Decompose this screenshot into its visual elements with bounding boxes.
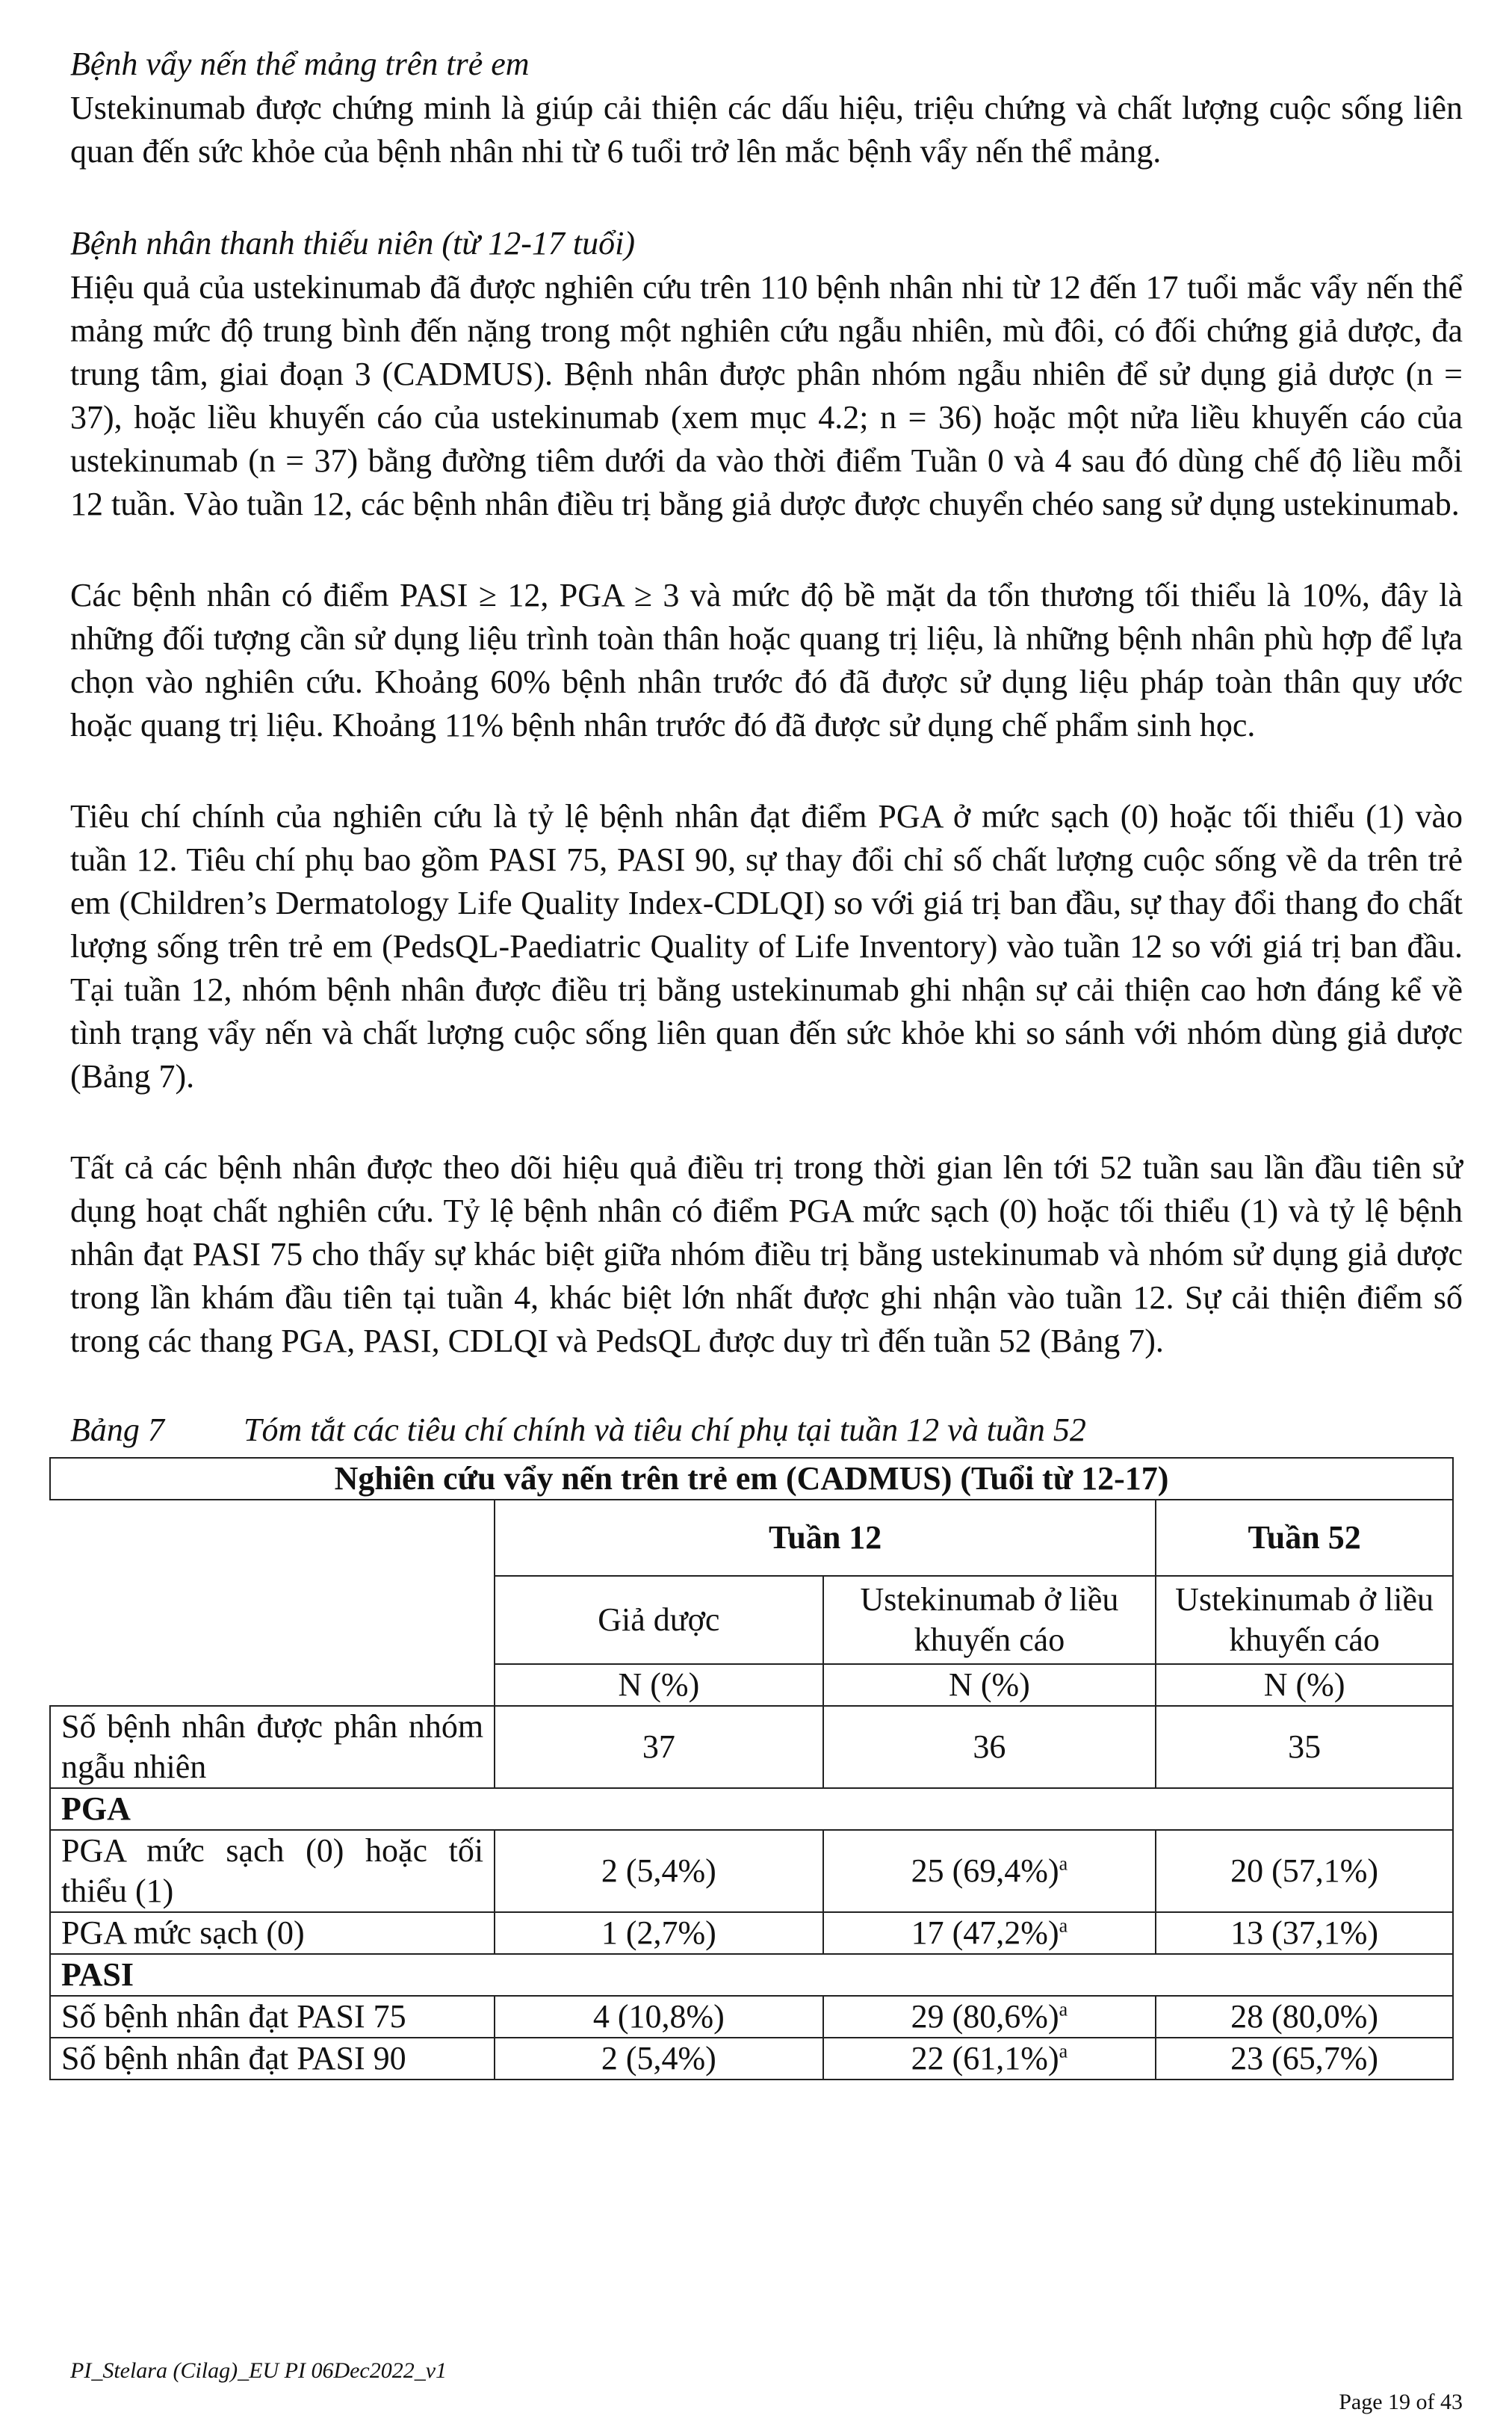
document-page xyxy=(61,42,1463,2080)
footer-document-id: PI_Stelara (Cilag)_EU PI 06Dec2022_v1 xyxy=(70,2358,447,2383)
value-ustekinumab-week52: 35 xyxy=(1156,1706,1453,1788)
header-placebo: Giả dược xyxy=(495,1576,822,1664)
value-placebo: 4 (10,8%) xyxy=(495,1996,822,2038)
paragraph: Các bệnh nhân có điểm PASI ≥ 12, PGA ≥ 3 và mức độ bề mặt da tổn thương tối thiểu là 10%, đây là những đối tượng cần sử dụng liệu trình toàn thân hoặc quang trị liệu, là những bệnh nhân phù hợp để lựa chọn vào nghiên cứu. Khoảng 60% bệnh nhân trước đó đã được sử dụng liệu pháp toàn thân quy ước hoặc quang trị liệu. Khoảng 11% bệnh nhân trước đó đã được sử dụng chế phẩm sinh học. xyxy=(70,577,1463,743)
table-row xyxy=(50,1996,1453,2038)
value-ustekinumab-week52: 23 (65,7%) xyxy=(1156,2038,1453,2080)
footnote-marker: a xyxy=(1059,1852,1068,1875)
value-ustekinumab-week52: 13 (37,1%) xyxy=(1156,1912,1453,1954)
value-placebo: 2 (5,4%) xyxy=(495,2038,822,2080)
section-label: PGA xyxy=(50,1788,1453,1830)
value-placebo: 37 xyxy=(495,1706,822,1788)
value-ustekinumab-week52: 20 (57,1%) xyxy=(1156,1830,1453,1912)
row-label: PGA mức sạch (0) xyxy=(50,1912,495,1954)
row-label: Số bệnh nhân đạt PASI 90 xyxy=(50,2038,495,2080)
header-ustekinumab-week12: Ustekinumab ở liều khuyến cáo xyxy=(823,1576,1156,1664)
footnote-marker: a xyxy=(1059,1998,1068,2020)
value-ustekinumab-week12 xyxy=(823,1996,1156,2038)
section-adolescents xyxy=(70,221,1463,1363)
value-text: 17 (47,2%) xyxy=(911,1914,1059,1951)
paragraph: Tiêu chí chính của nghiên cứu là tỷ lệ bệnh nhân đạt điểm PGA ở mức sạch (0) hoặc tối thiểu (1) vào tuần 12. Tiêu chí phụ bao gồm PASI 75, PASI 90, sự thay đổi chỉ số chất lượng cuộc sống về da trên trẻ em (Children’s Dermatology Life Quality Index-CDLQI) so với giá trị ban đầu, sự thay đổi thang đo chất lượng sống trên trẻ em (PedsQL-Paediatric Quality of Life Inventory) vào tuần 12 so với giá trị ban đầu. Tại tuần 12, nhóm bệnh nhân được điều trị bằng ustekinumab ghi nhận sự cải thiện cao hơn đáng kể về tình trạng vẩy nến và chất lượng cuộc sống liên quan đến sức khỏe khi so sánh với nhóm dùng giả dược (Bảng 7). xyxy=(70,798,1463,1095)
value-text: 22 (61,1%) xyxy=(911,2040,1059,2077)
section-title: Bệnh vẩy nến thể mảng trên trẻ em xyxy=(70,46,530,82)
value-placebo: 1 (2,7%) xyxy=(495,1912,822,1954)
section-row-pga xyxy=(50,1788,1453,1830)
value-ustekinumab-week12: 36 xyxy=(823,1706,1156,1788)
value-placebo: 2 (5,4%) xyxy=(495,1830,822,1912)
paragraph: Tất cả các bệnh nhân được theo dõi hiệu quả điều trị trong thời gian lên tới 52 tuần sau lần đầu tiên sử dụng hoạt chất nghiên cứu. Tỷ lệ bệnh nhân có điểm PGA mức sạch (0) hoặc tối thiểu (1) và tỷ lệ bệnh nhân đạt PASI 75 cho thấy sự khác biệt giữa nhóm điều trị bằng ustekinumab và nhóm sử dụng giả dược trong lần khám đầu tiên tại tuần 4, khác biệt lớn nhất được ghi nhận vào tuần 12. Sự cải thiện điểm số trong các thang PGA, PASI, CDLQI và PedsQL được duy trì đến tuần 52 (Bảng 7). xyxy=(70,1149,1463,1359)
value-text: 25 (69,4%) xyxy=(911,1852,1059,1889)
footer-page-number: Page 19 of 43 xyxy=(1339,2390,1463,2414)
row-label: Số bệnh nhân đạt PASI 75 xyxy=(50,1996,495,2038)
table-number: Bảng 7 xyxy=(70,1412,164,1448)
value-ustekinumab-week12 xyxy=(823,1830,1156,1912)
unit-cell: N (%) xyxy=(1156,1664,1453,1706)
results-table xyxy=(49,1457,1454,2080)
section-title: Bệnh nhân thanh thiếu niên (từ 12-17 tuổi) xyxy=(70,225,635,262)
footnote-marker: a xyxy=(1059,2040,1068,2062)
table-row xyxy=(50,1912,1453,1954)
table-row xyxy=(50,1830,1453,1912)
value-ustekinumab-week52: 28 (80,0%) xyxy=(1156,1996,1453,2038)
footnote-marker: a xyxy=(1059,1914,1068,1937)
table-title: Nghiên cứu vẩy nến trên trẻ em (CADMUS) (Tuổi từ 12-17) xyxy=(50,1458,1453,1500)
row-label: PGA mức sạch (0) hoặc tối thiểu (1) xyxy=(50,1830,495,1912)
paragraph: Ustekinumab được chứng minh là giúp cải thiện các dấu hiệu, triệu chứng và chất lượng cuộc sống liên quan đến sức khỏe của bệnh nhân nhi từ 6 tuổi trở lên mắc bệnh vẩy nến thể mảng. xyxy=(70,90,1463,170)
table-title-row xyxy=(50,1458,1453,1500)
paragraph: Hiệu quả của ustekinumab đã được nghiên cứu trên 110 bệnh nhân nhi từ 12 đến 17 tuổi mắc vẩy nến thể mảng mức độ trung bình đến nặng trong một nghiên cứu ngẫu nhiên, mù đôi, có đối chứng giả dược, đa trung tâm, giai đoạn 3 (CADMUS). Bệnh nhân được phân nhóm ngẫu nhiên để sử dụng giả dược (n = 37), hoặc liều khuyến cáo của ustekinumab (xem mục 4.2; n = 36) hoặc một nửa liều khuyến cáo của ustekinumab (n = 37) bằng đường tiêm dưới da vào thời điểm Tuần 0 và 4 sau đó dùng chế độ liều mỗi 12 tuần. Vào tuần 12, các bệnh nhân điều trị bằng giả dược được chuyển chéo sang sử dụng ustekinumab. xyxy=(70,269,1463,522)
header-blank-cell xyxy=(50,1500,495,1706)
table-caption xyxy=(70,1408,1463,1453)
table-header-row xyxy=(50,1500,1453,1576)
header-week-52: Tuần 52 xyxy=(1156,1500,1453,1576)
unit-cell: N (%) xyxy=(823,1664,1156,1706)
table-row xyxy=(50,1706,1453,1788)
table-row xyxy=(50,2038,1453,2080)
section-pediatric-plaque-psoriasis xyxy=(70,42,1463,173)
value-ustekinumab-week12 xyxy=(823,2038,1156,2080)
header-week-12: Tuần 12 xyxy=(495,1500,1156,1576)
row-label: Số bệnh nhân được phân nhóm ngẫu nhiên xyxy=(50,1706,495,1788)
value-text: 29 (80,6%) xyxy=(911,1998,1059,2035)
section-row-pasi xyxy=(50,1954,1453,1996)
header-ustekinumab-week52: Ustekinumab ở liều khuyến cáo xyxy=(1156,1576,1453,1664)
unit-cell: N (%) xyxy=(495,1664,822,1706)
table-caption-text: Tóm tắt các tiêu chí chính và tiêu chí phụ tại tuần 12 và tuần 52 xyxy=(244,1412,1086,1448)
value-ustekinumab-week12 xyxy=(823,1912,1156,1954)
section-label: PASI xyxy=(50,1954,1453,1996)
